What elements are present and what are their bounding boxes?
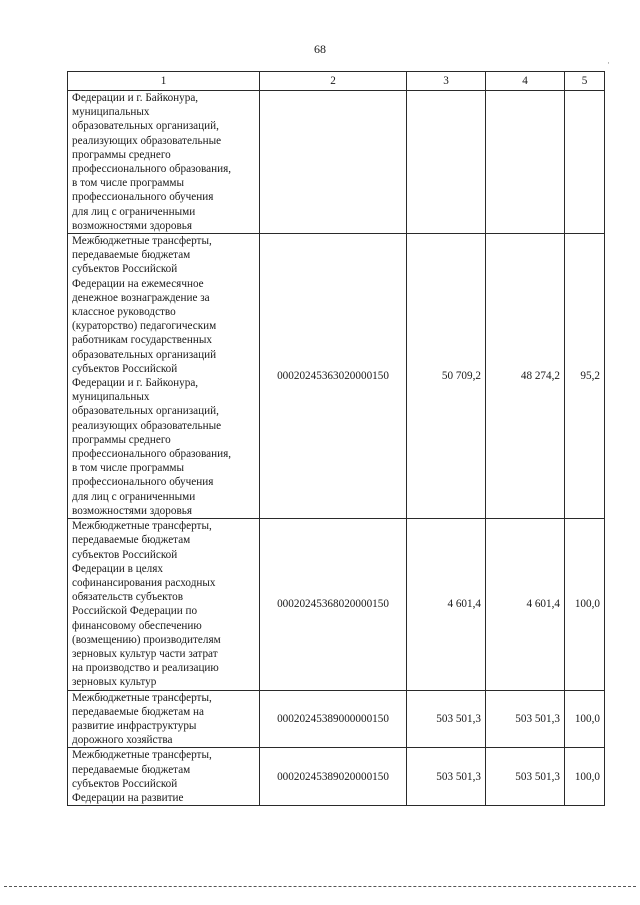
table-row bbox=[68, 91, 605, 234]
description-line: в том числе программы bbox=[72, 462, 185, 475]
description-line: субъектов Российской bbox=[72, 548, 178, 561]
description-line: (кураторство) педагогическим bbox=[72, 320, 217, 333]
row-percent: 95,2 bbox=[565, 234, 605, 519]
description-line: субъектов Российской bbox=[72, 263, 178, 276]
description-line: Межбюджетные трансферты, bbox=[72, 691, 212, 704]
row-value-col4 bbox=[486, 91, 565, 234]
description-line: в том числе программы bbox=[72, 177, 185, 190]
row-value-col3: 503 501,3 bbox=[407, 690, 486, 748]
header-col-4: 4 bbox=[486, 72, 565, 91]
description-line: финансовому обеспечению bbox=[72, 619, 202, 632]
page-number: 68 bbox=[314, 42, 326, 56]
row-value-col4: 4 601,4 bbox=[486, 519, 565, 690]
row-description bbox=[68, 234, 260, 519]
table-row bbox=[68, 234, 605, 519]
table-body bbox=[68, 91, 605, 806]
description-line: на производство и реализацию bbox=[72, 662, 219, 675]
row-description bbox=[68, 91, 260, 234]
description-line: денежное вознаграждение за bbox=[72, 291, 210, 304]
description-line: муниципальных bbox=[72, 391, 150, 404]
table-row bbox=[68, 748, 605, 806]
row-description bbox=[68, 690, 260, 748]
description-line: зерновых культур bbox=[72, 676, 157, 689]
description-line: работникам государственных bbox=[72, 334, 212, 347]
row-percent: 100,0 bbox=[565, 690, 605, 748]
description-line: для лиц с ограниченными bbox=[72, 205, 196, 218]
description-line: Межбюджетные трансферты, bbox=[72, 520, 212, 533]
page-bottom-divider bbox=[4, 886, 636, 887]
row-code bbox=[260, 91, 407, 234]
header-col-1: 1 bbox=[68, 72, 260, 91]
table-row bbox=[68, 519, 605, 690]
row-value-col4: 503 501,3 bbox=[486, 748, 565, 806]
row-value-col3 bbox=[407, 91, 486, 234]
description-line: образовательных организаций, bbox=[72, 120, 219, 133]
row-value-col4: 503 501,3 bbox=[486, 690, 565, 748]
description-line: профессионального образования, bbox=[72, 448, 232, 461]
description-line: возможностями здоровья bbox=[72, 504, 192, 517]
row-value-col4: 48 274,2 bbox=[486, 234, 565, 519]
description-line: субъектов Российской bbox=[72, 777, 178, 790]
description-line: передаваемые бюджетам bbox=[72, 763, 191, 776]
description-line: Федерации на ежемесячное bbox=[72, 277, 204, 290]
description-line: субъектов Российской bbox=[72, 362, 178, 375]
header-col-3: 3 bbox=[407, 72, 486, 91]
description-line: обязательств субъектов bbox=[72, 591, 184, 604]
description-line: реализующих образовательные bbox=[72, 419, 222, 432]
description-line: Российской Федерации по bbox=[72, 605, 198, 618]
row-description bbox=[68, 748, 260, 806]
description-line: образовательных организаций bbox=[72, 348, 217, 361]
row-value-col3: 4 601,4 bbox=[407, 519, 486, 690]
description-line: программы среднего bbox=[72, 148, 171, 161]
description-line: софинансирования расходных bbox=[72, 576, 216, 589]
row-percent: 100,0 bbox=[565, 519, 605, 690]
description-line: профессионального образования, bbox=[72, 163, 232, 176]
description-line: реализующих образовательные bbox=[72, 134, 222, 147]
description-line: передаваемые бюджетам bbox=[72, 534, 191, 547]
description-line: передаваемые бюджетам на bbox=[72, 705, 204, 718]
row-percent bbox=[565, 91, 605, 234]
row-code: 00020245368020000150 bbox=[260, 519, 407, 690]
row-code: 00020245363020000150 bbox=[260, 234, 407, 519]
description-line: Федерации в целях bbox=[72, 562, 163, 575]
header-row bbox=[68, 72, 605, 91]
header-col-5: 5 bbox=[565, 72, 605, 91]
description-line: Федерации и г. Байконура, bbox=[72, 92, 199, 104]
row-value-col3: 50 709,2 bbox=[407, 234, 486, 519]
description-line: программы среднего bbox=[72, 433, 171, 446]
row-description bbox=[68, 519, 260, 690]
description-line: для лиц с ограниченными bbox=[72, 490, 196, 503]
corner-mark: · bbox=[607, 58, 610, 68]
description-line: профессионального обучения bbox=[72, 191, 214, 204]
description-line: профессионального обучения bbox=[72, 476, 214, 489]
description-line: (возмещению) производителям bbox=[72, 633, 221, 646]
description-line: Межбюджетные трансферты, bbox=[72, 749, 212, 762]
description-line: образовательных организаций, bbox=[72, 405, 219, 418]
description-line: зерновых культур части затрат bbox=[72, 647, 218, 660]
description-line: Межбюджетные трансферты, bbox=[72, 235, 212, 248]
row-percent: 100,0 bbox=[565, 748, 605, 806]
header-col-2: 2 bbox=[260, 72, 407, 91]
budget-table bbox=[67, 71, 605, 806]
description-line: дорожного хозяйства bbox=[72, 734, 173, 747]
row-code: 00020245389020000150 bbox=[260, 748, 407, 806]
row-value-col3: 503 501,3 bbox=[407, 748, 486, 806]
description-line: Федерации на развитие bbox=[72, 791, 184, 804]
description-line: классное руководство bbox=[72, 306, 176, 319]
description-line: муниципальных bbox=[72, 106, 150, 119]
description-line: возможностями здоровья bbox=[72, 219, 192, 232]
table-row bbox=[68, 690, 605, 748]
row-code: 00020245389000000150 bbox=[260, 690, 407, 748]
description-line: Федерации и г. Байконура, bbox=[72, 377, 199, 390]
description-line: передаваемые бюджетам bbox=[72, 249, 191, 262]
description-line: развитие инфраструктуры bbox=[72, 719, 197, 732]
